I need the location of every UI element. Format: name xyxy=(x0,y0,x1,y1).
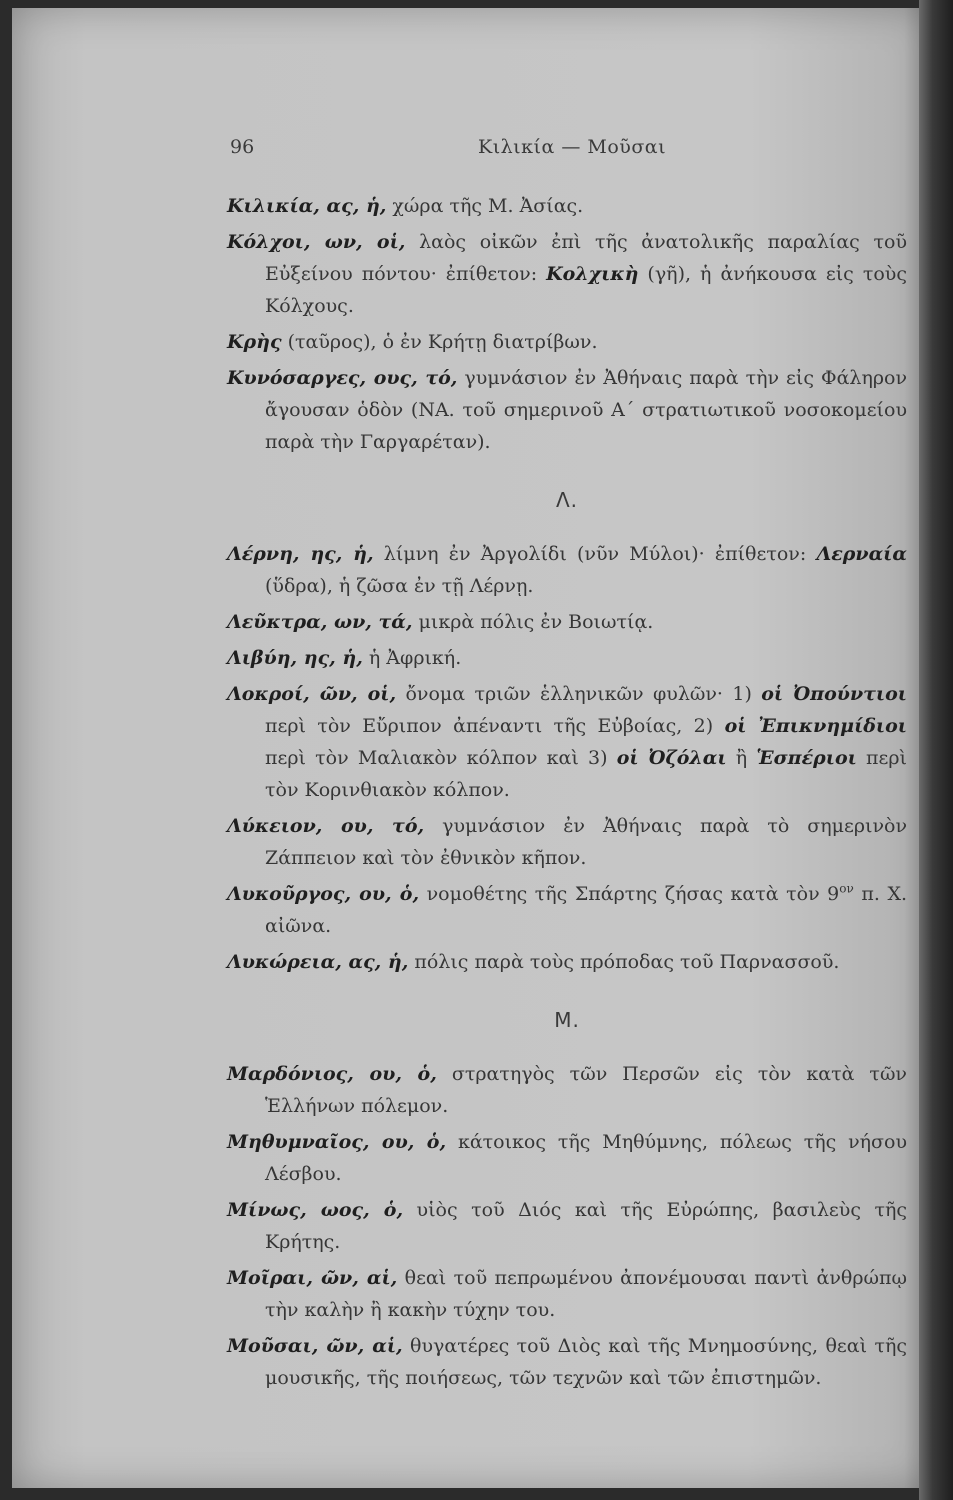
entry-grammar: ας, ἡ, xyxy=(341,951,409,973)
entry-definition: (γῆ), ἡ ἀνήκουσα εἰς τοὺς Κόλχους. xyxy=(265,263,907,317)
entry-definition: γυμνάσιον ἐν Ἀθήναις παρὰ τὸ σημερινὸν Ζάππειον καὶ τὸν ἐθνικὸν κῆπον. xyxy=(265,815,907,869)
dictionary-entry xyxy=(227,226,907,322)
entry-headword: Κιλικία, xyxy=(227,195,320,217)
entry-headword: Λεῦκτρα, xyxy=(227,611,328,633)
entry-definition: περὶ τὸν Μαλιακὸν κόλπον καὶ 3) xyxy=(265,747,617,769)
entry-headword: Λέρνη, xyxy=(227,543,300,565)
dictionary-entry xyxy=(227,1262,907,1326)
entry-headword: Λυκώρεια, xyxy=(227,951,342,973)
dictionary-entry xyxy=(227,1126,907,1190)
entry-definition: π. Χ. αἰῶνα. xyxy=(265,883,908,937)
entry-grammar: ου, τό, xyxy=(322,815,425,837)
entry-definition: νομοθέτης τῆς Σπάρτης ζήσας κατὰ τὸν 9 xyxy=(419,883,840,905)
entry-grammar: ης, ἡ, xyxy=(299,543,374,565)
entry-grammar: ου, ὁ, xyxy=(369,1131,447,1153)
entry-grammar: ου, ὁ, xyxy=(353,1063,437,1085)
entry-definition: πόλις παρὰ τοὺς πρόποδας τοῦ Παρνασσοῦ. xyxy=(408,951,840,973)
entry-definition: λίμνη ἐν Ἀργολίδι (νῦν Μύλοι)· ἐπίθετον: xyxy=(373,543,817,565)
entry-grammar: ῶν, αἱ, xyxy=(312,1267,398,1289)
entry-grammar: ους, τό, xyxy=(366,367,458,389)
entry-headword: Κόλχοι, xyxy=(227,231,311,253)
section-letter: Μ. xyxy=(554,1008,580,1032)
entry-definition: (ὕδρα), ἡ ζῶσα ἐν τῇ Λέρνῃ. xyxy=(265,575,534,597)
entry-definition: θυγατέρες τοῦ Διὸς καὶ τῆς Μνημοσύνης, θεαὶ τῆς μουσικῆς, τῆς ποιήσεως, τῶν τεχνῶν καὶ τῶν ἐπιστημῶν. xyxy=(265,1335,907,1389)
section-letter: Λ. xyxy=(555,488,579,512)
entry-superscript: ον xyxy=(839,881,854,896)
dictionary-entry xyxy=(227,538,907,602)
page-header xyxy=(230,136,910,170)
entry-emphasis: Κολχικὴ xyxy=(546,263,639,285)
book-page xyxy=(12,8,932,1488)
entry-headword: Λύκειον, xyxy=(227,815,323,837)
entry-definition: ἢ xyxy=(726,747,757,769)
entry-grammar: ας, ἡ, xyxy=(319,195,387,217)
dictionary-entry xyxy=(227,606,907,638)
entry-definition: στρατηγὸς τῶν Περσῶν εἰς τὸν κατὰ τῶν Ἑλλήνων πόλεμον. xyxy=(265,1063,907,1117)
entry-emphasis: οἱ Ὀζόλαι xyxy=(616,747,727,769)
entry-definition: ὄνομα τριῶν ἑλληνικῶν φυλῶν· 1) xyxy=(396,683,762,705)
entry-definition: ἡ Ἀφρική. xyxy=(362,647,462,669)
entry-definition: λαὸς οἰκῶν ἐπὶ τῆς ἀνατολικῆς παραλίας τοῦ Εὐξείνου πόντου· ἐπίθετον: xyxy=(265,231,907,285)
entry-headword: Μοῖραι, xyxy=(227,1267,313,1289)
entry-headword: Λοκροί, xyxy=(227,683,310,705)
entry-emphasis: Λερναία xyxy=(816,543,907,565)
dictionary-entry xyxy=(227,642,907,674)
dictionary-entry xyxy=(227,362,907,458)
dictionary-entry xyxy=(227,810,907,874)
entry-definition: κάτοικος τῆς Μηθύμνης, πόλεως τῆς νήσου Λέσβου. xyxy=(265,1131,907,1185)
entry-headword: Μίνως, xyxy=(227,1199,307,1221)
entry-grammar: ῶν, αἱ, xyxy=(318,1335,403,1357)
entry-definition: μικρὰ πόλις ἐν Βοιωτίᾳ. xyxy=(412,611,654,633)
entry-headword: Λιβύη, xyxy=(227,647,298,669)
dictionary-entry xyxy=(227,190,907,222)
dictionary-entry xyxy=(227,1058,907,1122)
entry-grammar: ῶν, οἱ, xyxy=(309,683,397,705)
dictionary-entry xyxy=(227,878,907,942)
entry-grammar: ωος, ὁ, xyxy=(306,1199,404,1221)
entry-headword: Μαρδόνιος, xyxy=(227,1063,354,1085)
entry-headword: Κρὴς xyxy=(227,331,282,353)
entry-definition: περὶ τὸν Εὔριπον ἀπέναντι τῆς Εὐβοίας, 2) xyxy=(265,715,725,737)
dictionary-entry xyxy=(227,1330,907,1394)
dictionary-entry xyxy=(227,1194,907,1258)
entry-headword: Κυνόσαργες, xyxy=(227,367,367,389)
entry-emphasis: οἱ Ὀπούντιοι xyxy=(761,683,907,705)
entry-definition: γυμνάσιον ἐν Ἀθήναις παρὰ τὴν εἰς Φάληρον ἄγουσαν ὁδὸν (ΝΑ. τοῦ σημερινοῦ Α΄ στρατιωτικοῦ νοσοκομείου παρὰ τὴν Γαργαρέταν). xyxy=(265,367,907,453)
entry-definition: υἱὸς τοῦ Διός καὶ τῆς Εὐρώπης, βασιλεὺς τῆς Κρήτης. xyxy=(265,1199,907,1253)
book-spine xyxy=(919,0,953,1500)
dictionary-entry xyxy=(227,946,907,978)
entry-grammar: ης, ἡ, xyxy=(297,647,363,669)
entry-grammar: ου, ὁ, xyxy=(351,883,420,905)
entry-headword: Λυκοῦργος, xyxy=(227,883,352,905)
running-title: Κιλικία — Μοῦσαι xyxy=(478,136,667,158)
entry-emphasis: Ἑσπέριοι xyxy=(756,747,857,769)
page-number: 96 xyxy=(230,136,255,158)
entry-definition: χώρα τῆς Μ. Ἀσίας. xyxy=(386,195,584,217)
entry-headword: Μηθυμναῖος, xyxy=(227,1131,370,1153)
entry-definition: (ταῦρος), ὁ ἐν Κρήτῃ διατρίβων. xyxy=(281,331,598,353)
dictionary-entry xyxy=(227,678,907,806)
entry-definition: περὶ τὸν Κορινθιακὸν κόλπον. xyxy=(265,747,907,801)
entry-emphasis: οἱ Ἐπικνημίδιοι xyxy=(724,715,907,737)
entry-grammar: ων, οἱ, xyxy=(310,231,406,253)
entry-headword: Μοῦσαι, xyxy=(227,1335,319,1357)
entry-grammar: ων, τά, xyxy=(327,611,413,633)
entry-definition: θεαὶ τοῦ πεπρωμένου ἀπονέμουσαι παντὶ ἀνθρώπῳ τὴν καλὴν ἢ κακὴν τύχην του. xyxy=(265,1267,907,1321)
dictionary-entries xyxy=(227,190,907,1398)
dictionary-entry xyxy=(227,326,907,358)
